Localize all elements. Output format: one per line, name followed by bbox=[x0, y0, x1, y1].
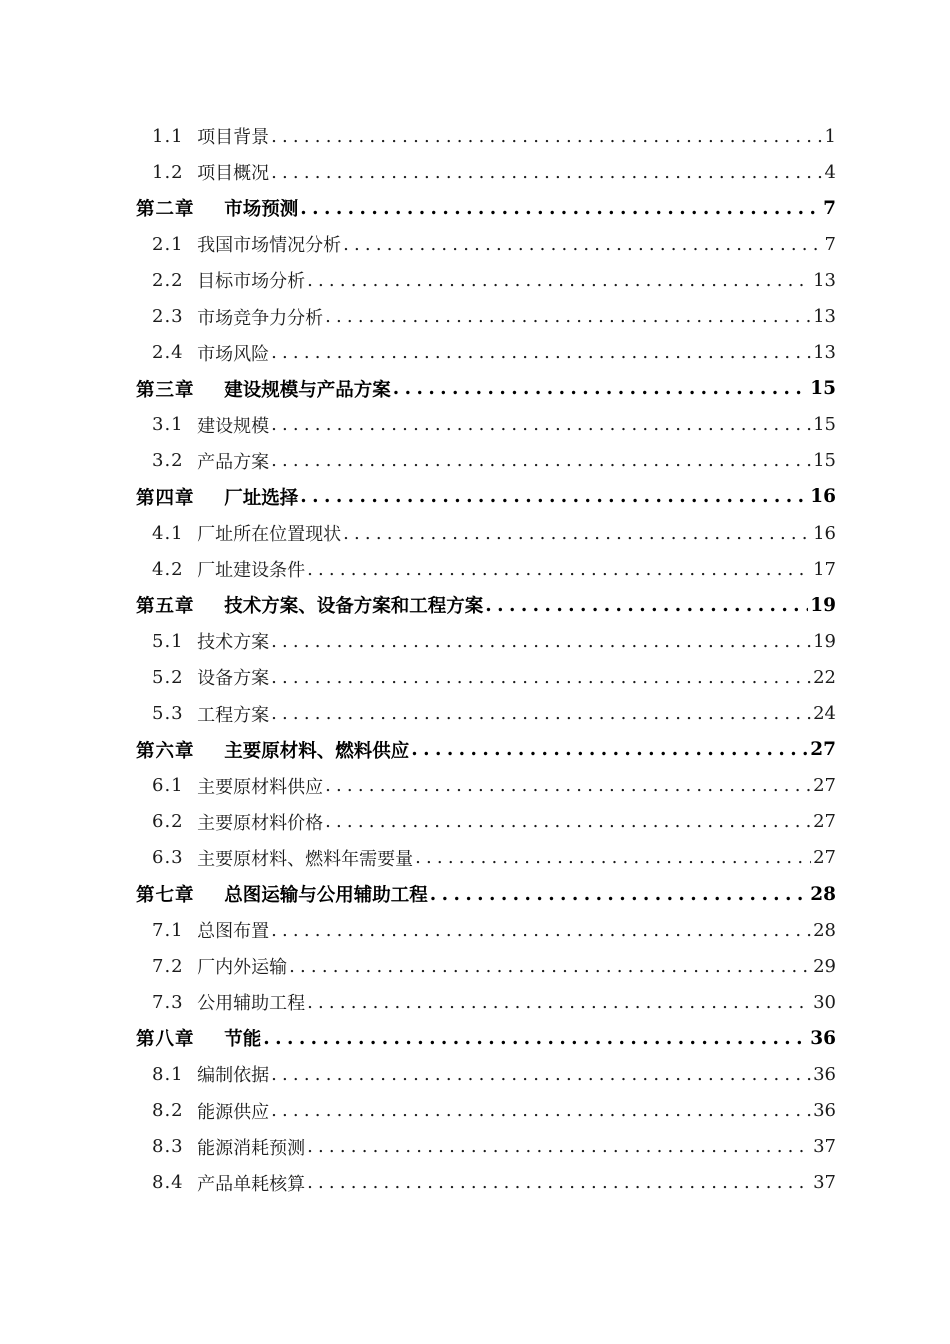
toc-section-entry[interactable] bbox=[0, 335, 836, 371]
toc-entry-number: 4.1 bbox=[152, 522, 184, 544]
toc-dot-leader bbox=[271, 450, 811, 471]
toc-page-number: 27 bbox=[813, 847, 836, 869]
toc-chapter-entry[interactable] bbox=[0, 876, 836, 912]
toc-section-entry[interactable] bbox=[0, 804, 836, 840]
toc-dot-leader bbox=[325, 306, 811, 327]
toc-page-number: 27 bbox=[813, 811, 836, 833]
toc-entry-title: 技术方案、设备方案和工程方案 bbox=[224, 596, 484, 618]
toc-entry-title: 设备方案 bbox=[197, 668, 270, 690]
toc-entry-number: 2.1 bbox=[152, 233, 184, 255]
toc-entry-title: 能源消耗预测 bbox=[197, 1137, 306, 1159]
toc-page-number: 19 bbox=[810, 594, 836, 616]
toc-entry-number: 7.3 bbox=[152, 991, 184, 1013]
toc-dot-leader bbox=[307, 270, 811, 291]
toc-page-number: 1 bbox=[824, 125, 836, 147]
toc-entry-number: 8.2 bbox=[152, 1100, 184, 1122]
toc-dot-leader bbox=[307, 1172, 811, 1193]
toc-chapter-entry[interactable] bbox=[0, 371, 836, 407]
toc-entry-title: 市场风险 bbox=[197, 343, 270, 365]
toc-entry-number: 第六章 bbox=[136, 740, 195, 762]
toc-page-number: 7 bbox=[824, 233, 836, 255]
toc-entry-number: 第八章 bbox=[136, 1029, 195, 1051]
toc-page-number: 27 bbox=[810, 739, 836, 761]
toc-page-number: 29 bbox=[813, 955, 836, 977]
toc-page-number: 4 bbox=[824, 161, 836, 183]
toc-section-entry[interactable] bbox=[0, 1129, 836, 1165]
toc-entry-title: 我国市场情况分析 bbox=[197, 235, 342, 257]
toc-entry-number: 5.1 bbox=[152, 630, 184, 652]
toc-page-number: 13 bbox=[813, 306, 836, 328]
toc-entry-title: 主要原材料、燃料年需要量 bbox=[197, 848, 414, 870]
toc-entry-number: 2.3 bbox=[152, 306, 184, 328]
toc-dot-leader bbox=[325, 811, 811, 832]
toc-entry-number: 4.2 bbox=[152, 558, 184, 580]
toc-entry-title: 建设规模 bbox=[197, 415, 270, 437]
toc-section-entry[interactable] bbox=[0, 912, 836, 948]
toc-entry-number: 1.1 bbox=[152, 125, 184, 147]
toc-entry-title: 主要原材料、燃料供应 bbox=[224, 740, 410, 762]
toc-entry-number: 2.4 bbox=[152, 342, 184, 364]
toc-dot-leader bbox=[271, 1100, 811, 1121]
toc-chapter-entry[interactable] bbox=[0, 479, 836, 515]
toc-section-entry[interactable] bbox=[0, 1056, 836, 1092]
toc-dot-leader bbox=[343, 234, 822, 255]
toc-entry-number: 6.1 bbox=[152, 775, 184, 797]
toc-section-entry[interactable] bbox=[0, 948, 836, 984]
toc-page-number: 36 bbox=[810, 1027, 836, 1049]
toc-dot-leader bbox=[271, 126, 822, 147]
toc-dot-leader bbox=[485, 595, 808, 616]
toc-section-entry[interactable] bbox=[0, 118, 836, 154]
toc-dot-leader bbox=[271, 703, 811, 724]
toc-entry-title: 总图布置 bbox=[197, 921, 270, 943]
toc-dot-leader bbox=[307, 992, 811, 1013]
table-of-contents bbox=[0, 118, 950, 1201]
toc-entry-number: 第五章 bbox=[136, 596, 195, 618]
toc-section-entry[interactable] bbox=[0, 226, 836, 262]
toc-entry-title: 厂内外运输 bbox=[197, 957, 288, 979]
toc-entry-number: 1.2 bbox=[152, 161, 184, 183]
toc-section-entry[interactable] bbox=[0, 262, 836, 298]
toc-entry-number: 6.3 bbox=[152, 847, 184, 869]
toc-page-number: 36 bbox=[813, 1100, 836, 1122]
toc-dot-leader bbox=[289, 956, 811, 977]
toc-page-number: 27 bbox=[813, 775, 836, 797]
toc-section-entry[interactable] bbox=[0, 984, 836, 1020]
toc-entry-title: 主要原材料供应 bbox=[197, 776, 324, 798]
toc-dot-leader bbox=[271, 414, 811, 435]
toc-dot-leader bbox=[307, 1136, 811, 1157]
toc-entry-title: 产品方案 bbox=[197, 451, 270, 473]
toc-entry-title: 厂址所在位置现状 bbox=[197, 524, 342, 546]
toc-page-number: 7 bbox=[823, 197, 836, 219]
toc-entry-number: 8.3 bbox=[152, 1136, 184, 1158]
toc-page-number: 15 bbox=[813, 450, 836, 472]
toc-section-entry[interactable] bbox=[0, 443, 836, 479]
toc-entry-title: 总图运输与公用辅助工程 bbox=[224, 885, 428, 907]
toc-chapter-entry[interactable] bbox=[0, 190, 836, 226]
toc-section-entry[interactable] bbox=[0, 768, 836, 804]
toc-dot-leader bbox=[343, 523, 811, 544]
toc-entry-title: 市场竞争力分析 bbox=[197, 307, 324, 329]
toc-section-entry[interactable] bbox=[0, 154, 836, 190]
toc-chapter-entry[interactable] bbox=[0, 1020, 836, 1056]
toc-entry-title: 节能 bbox=[224, 1029, 262, 1051]
toc-entry-number: 第四章 bbox=[136, 487, 195, 509]
toc-entry-title: 市场预测 bbox=[224, 199, 299, 221]
toc-chapter-entry[interactable] bbox=[0, 732, 836, 768]
toc-dot-leader bbox=[393, 378, 808, 399]
toc-entry-number: 第七章 bbox=[136, 885, 195, 907]
toc-entry-title: 公用辅助工程 bbox=[197, 993, 306, 1015]
toc-page-number: 22 bbox=[813, 666, 836, 688]
toc-entry-number: 第三章 bbox=[136, 379, 195, 401]
toc-dot-leader bbox=[271, 631, 811, 652]
toc-page-number: 30 bbox=[813, 991, 836, 1013]
toc-page-number: 16 bbox=[810, 486, 836, 508]
toc-dot-leader bbox=[263, 1028, 808, 1049]
toc-page-number: 28 bbox=[810, 883, 836, 905]
toc-entry-number: 8.1 bbox=[152, 1063, 184, 1085]
toc-entry-title: 目标市场分析 bbox=[197, 271, 306, 293]
toc-dot-leader bbox=[415, 847, 811, 868]
toc-section-entry[interactable] bbox=[0, 407, 836, 443]
toc-chapter-entry[interactable] bbox=[0, 587, 836, 623]
toc-section-entry[interactable] bbox=[0, 298, 836, 334]
toc-entry-title: 技术方案 bbox=[197, 632, 270, 654]
toc-page-number: 19 bbox=[813, 630, 836, 652]
toc-entry-title: 建设规模与产品方案 bbox=[224, 379, 391, 401]
toc-page-number: 36 bbox=[813, 1063, 836, 1085]
toc-entry-title: 厂址建设条件 bbox=[197, 560, 306, 582]
toc-dot-leader bbox=[271, 1064, 811, 1085]
toc-dot-leader bbox=[271, 920, 811, 941]
toc-page-number: 13 bbox=[813, 342, 836, 364]
toc-dot-leader bbox=[325, 775, 811, 796]
toc-page-number: 17 bbox=[813, 558, 836, 580]
toc-entry-number: 2.2 bbox=[152, 269, 184, 291]
toc-entry-number: 6.2 bbox=[152, 811, 184, 833]
toc-entry-number: 第二章 bbox=[136, 199, 195, 221]
toc-page-number: 16 bbox=[813, 522, 836, 544]
toc-entry-title: 能源供应 bbox=[197, 1101, 270, 1123]
toc-dot-leader bbox=[271, 667, 811, 688]
toc-section-entry[interactable] bbox=[0, 623, 836, 659]
toc-page-number: 37 bbox=[813, 1172, 836, 1194]
toc-entry-title: 项目概况 bbox=[197, 163, 270, 185]
toc-entry-number: 5.2 bbox=[152, 666, 184, 688]
toc-section-entry[interactable] bbox=[0, 1165, 836, 1201]
toc-section-entry[interactable] bbox=[0, 840, 836, 876]
toc-dot-leader bbox=[307, 559, 811, 580]
toc-entry-number: 3.1 bbox=[152, 414, 184, 436]
toc-page-number: 15 bbox=[813, 414, 836, 436]
toc-entry-title: 编制依据 bbox=[197, 1065, 270, 1087]
toc-page-number: 15 bbox=[810, 378, 836, 400]
toc-entry-title: 产品单耗核算 bbox=[197, 1173, 306, 1195]
toc-dot-leader bbox=[411, 739, 808, 760]
toc-entry-title: 厂址选择 bbox=[224, 487, 299, 509]
toc-page-number: 28 bbox=[813, 919, 836, 941]
toc-entry-number: 5.3 bbox=[152, 703, 184, 725]
toc-page-number: 37 bbox=[813, 1136, 836, 1158]
toc-section-entry[interactable] bbox=[0, 551, 836, 587]
toc-entry-number: 3.2 bbox=[152, 450, 184, 472]
toc-section-entry[interactable] bbox=[0, 515, 836, 551]
toc-dot-leader bbox=[271, 342, 811, 363]
toc-entry-number: 7.1 bbox=[152, 919, 184, 941]
toc-dot-leader bbox=[300, 486, 808, 507]
toc-section-entry[interactable] bbox=[0, 696, 836, 732]
toc-dot-leader bbox=[430, 884, 808, 905]
toc-dot-leader bbox=[300, 198, 821, 219]
toc-page-number: 24 bbox=[813, 703, 836, 725]
toc-entry-title: 主要原材料价格 bbox=[197, 812, 324, 834]
toc-section-entry[interactable] bbox=[0, 659, 836, 695]
toc-section-entry[interactable] bbox=[0, 1093, 836, 1129]
toc-page-number: 13 bbox=[813, 269, 836, 291]
toc-entry-title: 项目背景 bbox=[197, 127, 270, 149]
toc-entry-number: 8.4 bbox=[152, 1172, 184, 1194]
toc-entry-number: 7.2 bbox=[152, 955, 184, 977]
toc-dot-leader bbox=[271, 162, 822, 183]
toc-entry-title: 工程方案 bbox=[197, 704, 270, 726]
